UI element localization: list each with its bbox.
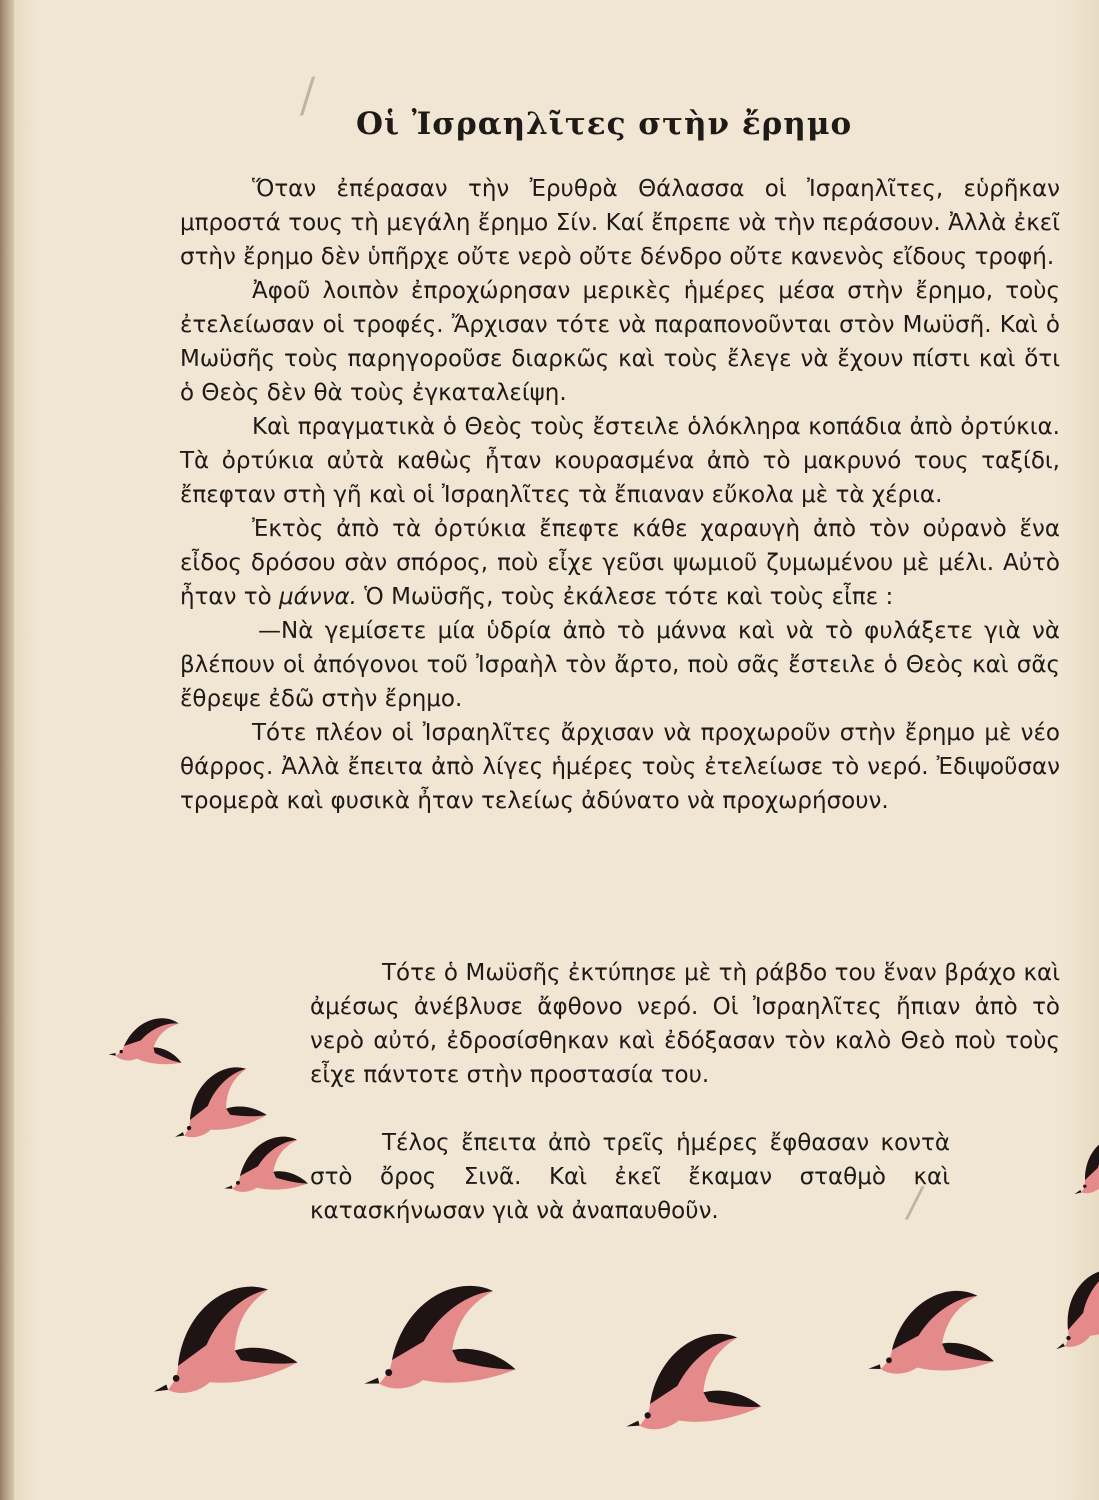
- bird-icon: [109, 1018, 182, 1064]
- bird-icon: [1033, 1262, 1099, 1360]
- pencil-scribble-top: /: [295, 69, 320, 122]
- bird-icon: [159, 1061, 267, 1149]
- manna-word: μάννα.: [278, 584, 357, 610]
- moses-dialogue: —Νὰ γεμίσετε μία ὑδρία ἀπὸ τὸ μάννα καὶ νὰ τὸ φυλάξετε γιὰ νὰ βλέπουν οἱ ἀπόγονοι τοῦ Ἰσραὴλ τὸν ἄρτο, ποὺ σᾶς ἔστειλε ὁ Θεὸς καὶ σᾶς ἔθρεψε ἐδῶ στὴν ἔρημο.: [180, 618, 1060, 712]
- page-binding-edge: [0, 0, 14, 1500]
- paragraph-8: Τέλος ἔπειτα ἀπὸ τρεῖς ἡμέρες ἔφθασαν κοντὰ στὸ ὄρος Σινᾶ. Καὶ ἐκεῖ ἔκαμαν σταθμὸ καὶ κατασκήνωσαν γιὰ νὰ ἀναπαυθοῦν.: [310, 1130, 950, 1224]
- bird-icon: [609, 1327, 762, 1445]
- paragraph-3: Καὶ πραγματικὰ ὁ Θεὸς τοὺς ἔστειλε ὁλόκληρα κοπάδια ἀπὸ ὀρτύκια. Τὰ ὀρτύκια αὐτὰ καθὼς ἦταν κουρασμένα ἀπὸ τὸ μακρυνό τους ταξίδι, ἔπεφταν στὴ γῆ καὶ οἱ Ἰσραηλῖτες τὰ ἔπιαναν εὔκολα μὲ τὰ χέρια.: [180, 414, 1060, 508]
- main-text-block: [180, 172, 1060, 818]
- page-title: Οἱ Ἰσραηλῖτες στὴν ἔρημο: [356, 106, 853, 142]
- paragraph-7: Τότε ὁ Μωϋσῆς ἐκτύπησε μὲ τὴ ράβδο του ἕναν βράχο καὶ ἀμέσως ἀνέβλυσε ἄφθονο νερό. Οἱ Ἰσραηλῖτες ἤπιαν ἀπὸ τὸ νερὸ αὐτό, ἐδροσίσθηκαν καὶ ἐδόξασαν τὸν καλὸ Θεὸ ποὺ τοὺς εἶχε πάντοτε στὴν προστασία του.: [310, 960, 1060, 1088]
- bird-icon: [1059, 1131, 1099, 1203]
- pencil-scribble-margin: /: [908, 1180, 922, 1226]
- paragraph-1: Ὅταν ἐπέρασαν τὴν Ἐρυθρὰ Θάλασσα οἱ Ἰσραηλῖτες, εὑρῆκαν μπροστά τους τὴ μεγάλη ἔρημο Σίν. Καί ἔπρεπε νὰ τὴν περάσουν. Ἀλλὰ ἐκεῖ στὴν ἔρημο δὲν ὑπῆρχε οὔτε νερὸ οὔτε δένδρο οὔτε κανενὸς εἴδους τροφή.: [180, 176, 1060, 270]
- bird-icon: [349, 1279, 516, 1404]
- bird-icon: [858, 1286, 995, 1385]
- narrow-text-block: [310, 956, 1060, 1092]
- bird-icon: [217, 1133, 308, 1199]
- paragraph-4-end: Ὁ Μωϋσῆς, τοὺς ἐκάλεσε τότε καὶ τοὺς εἶπε :: [364, 584, 894, 610]
- paragraph-4-text: Ἐκτὸς ἀπὸ τὰ ὀρτύκια ἔπεφτε κάθε χαραυγὴ ἀπὸ τὸν οὐρανὸ ἕνα εἶδος δρόσου σὰν σπόρος, ποὺ εἶχε γεῦσι ψωμιοῦ ζυμωμένου μὲ μέλι. Αὐτὸ ἦταν τὸ: [180, 516, 1060, 610]
- bird-icon: [132, 1278, 299, 1411]
- last-text-block: [310, 1126, 950, 1228]
- paragraph-2: Ἀφοῦ λοιπὸν ἐπροχώρησαν μερικὲς ἡμέρες μέσα στὴν ἔρημο, τοὺς ἐτελείωσαν οἱ τροφές. Ἄρχισαν τότε νὰ παραπονοῦνται στὸν Μωϋσῆ. Καὶ ὁ Μωϋσῆς τοὺς παρηγοροῦσε διαρκῶς καὶ τοὺς ἔλεγε νὰ ἔχουν πίστι καὶ ὅτι ὁ Θεὸς δὲν θὰ τοὺς ἐγκαταλείψη.: [180, 278, 1060, 406]
- paragraph-6: Τότε πλέον οἱ Ἰσραηλῖτες ἄρχισαν νὰ προχωροῦν στὴν ἔρημο μὲ νέο θάρρος. Ἀλλὰ ἔπειτα ἀπὸ λίγες ἡμέρες τοὺς ἐτελείωσε τὸ νερό. Ἐδιψοῦσαν τρομερὰ καὶ φυσικὰ ἦταν τελείως ἀδύνατο νὰ προχωρήσουν.: [180, 720, 1060, 814]
- paragraph-4: [180, 512, 1060, 614]
